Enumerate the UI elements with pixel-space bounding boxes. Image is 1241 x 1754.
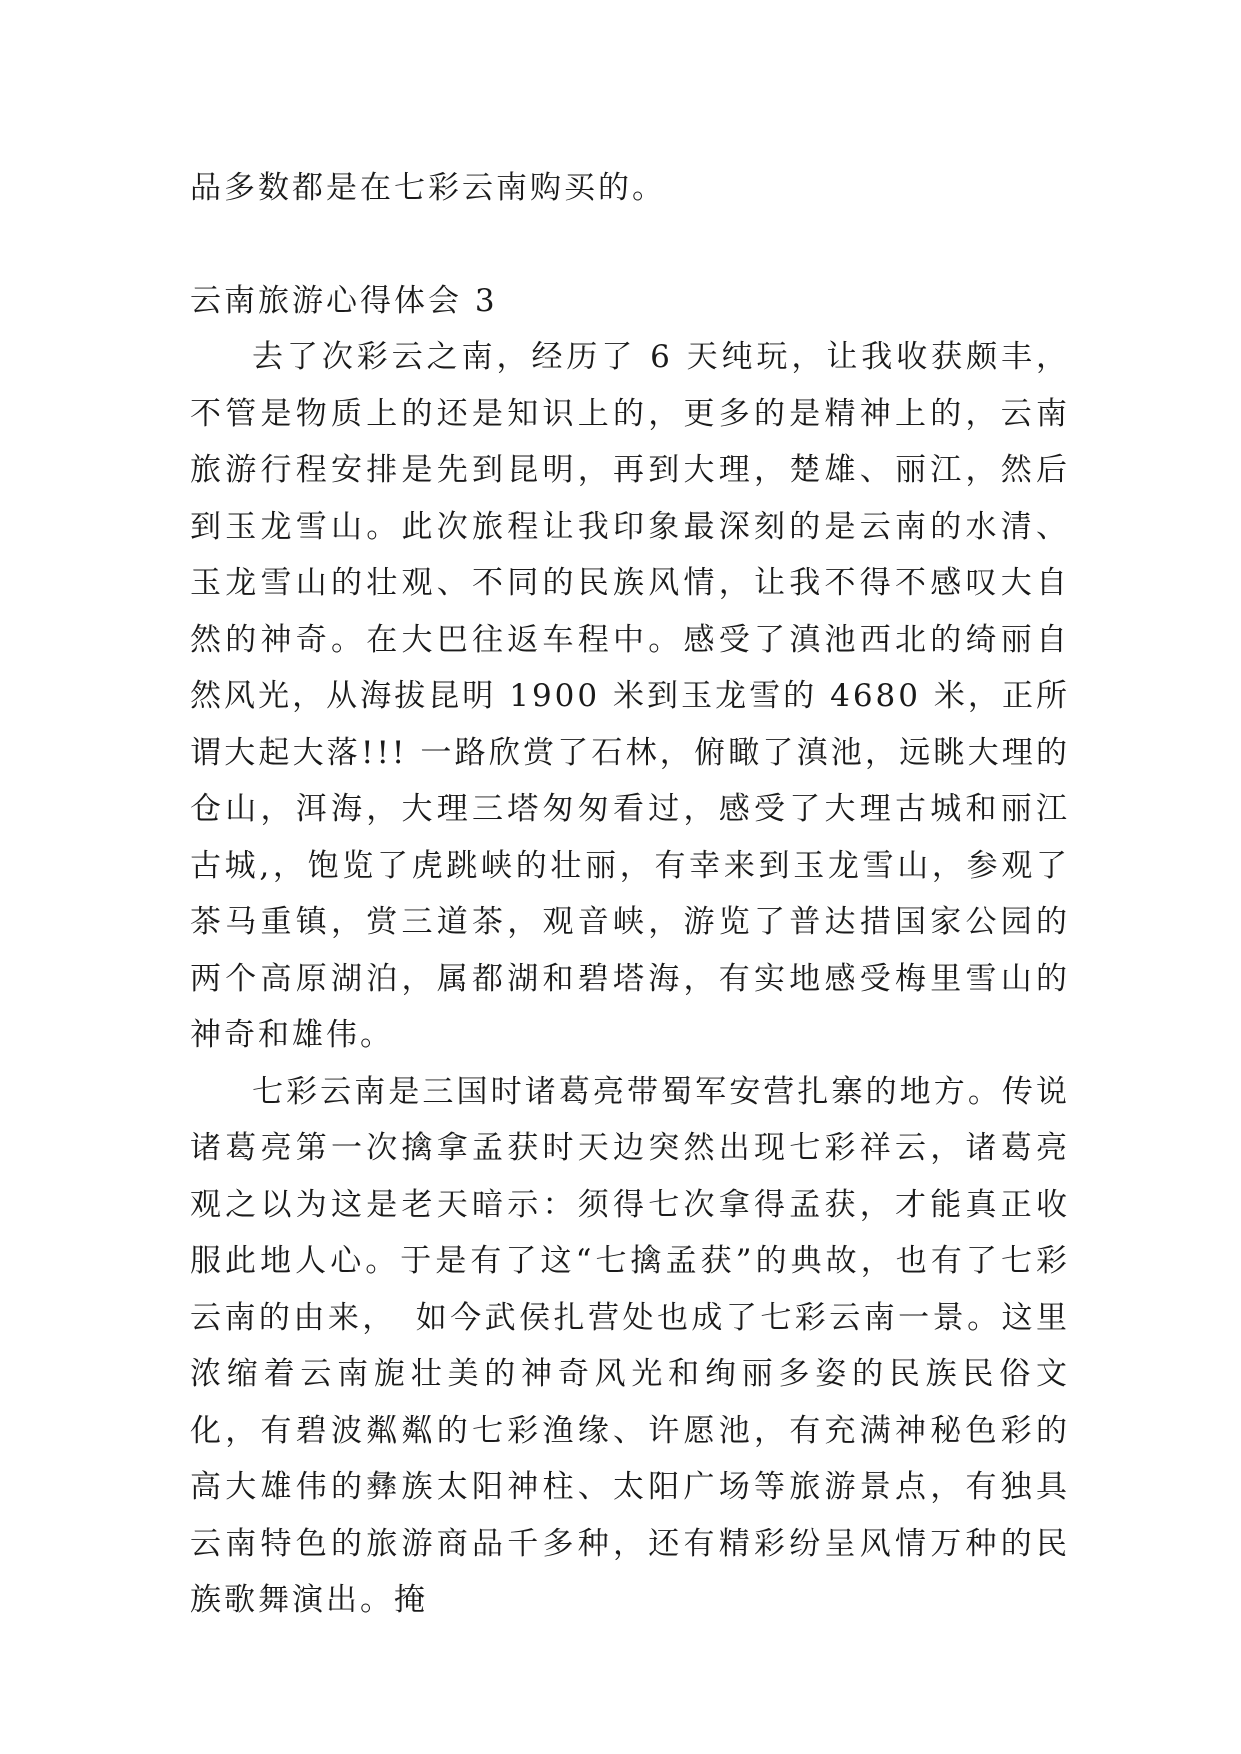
section-title: 云南旅游心得体会 3 — [190, 282, 498, 319]
document-body — [190, 160, 1070, 1629]
carry-over-paragraph: 品多数都是在七彩云南购买的。 — [190, 170, 666, 206]
body-paragraph-1: 去了次彩云之南，经历了 6 天纯玩，让我收获颇丰，不管是物质上的还是知识上的，更多的是精神上的，云南旅游行程安排是先到昆明，再到大理，楚雄、丽江，然后到玉龙雪山。此次旅程让我印象最深刻的是云南的水清、玉龙雪山的壮观、不同的民族风情，让我不得不感叹大自然的神奇。在大巴往返车程中。感受了滇池西北的绮丽自然风光，从海拔昆明 1900 米到玉龙雪的 4680 米，正所谓大起大落!!! 一路欣赏了石林，俯瞰了滇池，远眺大理的仓山，洱海，大理三塔匆匆看过，感受了大理古城和丽江古城,，饱览了虎跳峡的壮丽，有幸来到玉龙雪山，参观了茶马重镇，赏三道茶，观音峡，游览了普达措国家公园的两个高原湖泊，属都湖和碧塔海，有实地感受梅里雪山的神奇和雄伟。 — [190, 339, 1070, 1053]
body-paragraph-2: 七彩云南是三国时诸葛亮带蜀军安营扎寨的地方。传说诸葛亮第一次擒拿孟获时天边突然出现七彩祥云，诸葛亮观之以为这是老天暗示：须得七次拿得孟获，才能真正收服此地人心。于是有了这“七擒孟获”的典故，也有了七彩云南的由来， 如今武侯扎营处也成了七彩云南一景。这里浓缩着云南旎壮美的神奇风光和绚丽多姿的民族民俗文化，有碧波粼粼的七彩渔缘、许愿池，有充满神秘色彩的高大雄伟的彝族太阳神柱、太阳广场等旅游景点，有独具云南特色的旅游商品千多种，还有精彩纷呈风情万种的民族歌舞演出。掩 — [190, 1073, 1070, 1618]
